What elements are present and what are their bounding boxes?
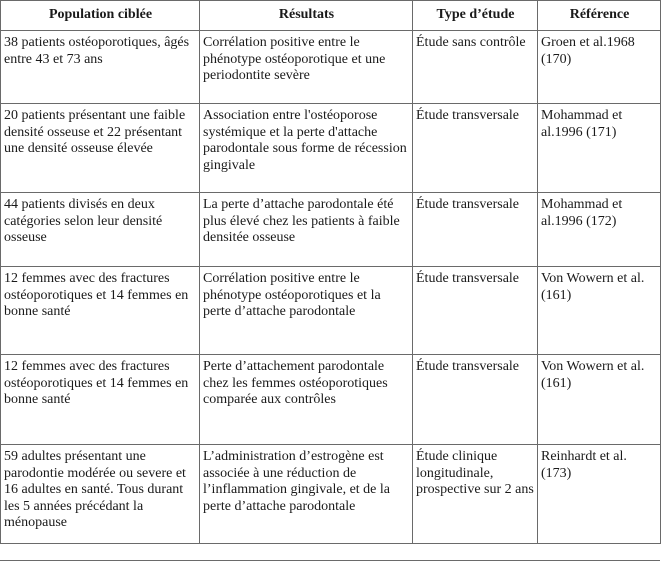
- cell-resultats: Corrélation positive entre le phénotype ostéoporotique et une periodontite sevère: [200, 31, 413, 104]
- table-header-row: [1, 1, 661, 31]
- cell-reference: Groen et al.1968 (170): [538, 31, 661, 104]
- cell-reference: Reinhardt et al. (173): [538, 445, 661, 544]
- table-row: [1, 31, 661, 104]
- cell-type: Étude transversale: [413, 267, 538, 355]
- cell-type: Étude sans contrôle: [413, 31, 538, 104]
- header-reference: Référence: [538, 1, 661, 31]
- cell-reference: Mohammad et al.1996 (172): [538, 193, 661, 267]
- cell-resultats: Association entre l'ostéoporose systémique et la perte d'attache parodontale sous forme de récession gingivale: [200, 104, 413, 193]
- cell-population: 12 femmes avec des fractures ostéoporotiques et 14 femmes en bonne santé: [1, 355, 200, 445]
- cell-population: 38 patients ostéoporotiques, âgés entre 43 et 73 ans: [1, 31, 200, 104]
- cell-population: 59 adultes présentant une parodontie modérée ou severe et 16 adultes en santé. Tous durant les 5 années précédant la ménopause: [1, 445, 200, 544]
- table-row: [1, 355, 661, 445]
- cell-resultats: Corrélation positive entre le phénotype ostéoporotiques et la perte d’attache parodontale: [200, 267, 413, 355]
- cell-type: Étude transversale: [413, 104, 538, 193]
- table-row: [1, 267, 661, 355]
- cell-type: Étude transversale: [413, 193, 538, 267]
- cell-resultats: Perte d’attachement parodontale chez les femmes ostéoporotiques comparée aux contrôles: [200, 355, 413, 445]
- table-row: [1, 445, 661, 544]
- cell-resultats: La perte d’attache parodontale été plus élevé chez les patients à faible densitée osseuse: [200, 193, 413, 267]
- cell-type: Étude transversale: [413, 355, 538, 445]
- cell-type: Étude clinique longitudinale, prospective sur 2 ans: [413, 445, 538, 544]
- cell-population: 12 femmes avec des fractures ostéoporotiques et 14 femmes en bonne santé: [1, 267, 200, 355]
- cell-resultats: L’administration d’estrogène est associée à une réduction de l’inflammation gingivale, et de la perte d’attache parodontale: [200, 445, 413, 544]
- header-population: Population ciblée: [1, 1, 200, 31]
- cell-reference: Mohammad et al.1996 (171): [538, 104, 661, 193]
- table-bottom-rule: [0, 560, 660, 561]
- cell-reference: Von Wowern et al. (161): [538, 355, 661, 445]
- table-row: [1, 104, 661, 193]
- cell-reference: Von Wowern et al. (161): [538, 267, 661, 355]
- table-row: [1, 193, 661, 267]
- header-type-etude: Type d’étude: [413, 1, 538, 31]
- cell-population: 44 patients divisés en deux catégories selon leur densité osseuse: [1, 193, 200, 267]
- cell-population: 20 patients présentant une faible densité osseuse et 22 présentant une densité osseuse élevée: [1, 104, 200, 193]
- header-resultats: Résultats: [200, 1, 413, 31]
